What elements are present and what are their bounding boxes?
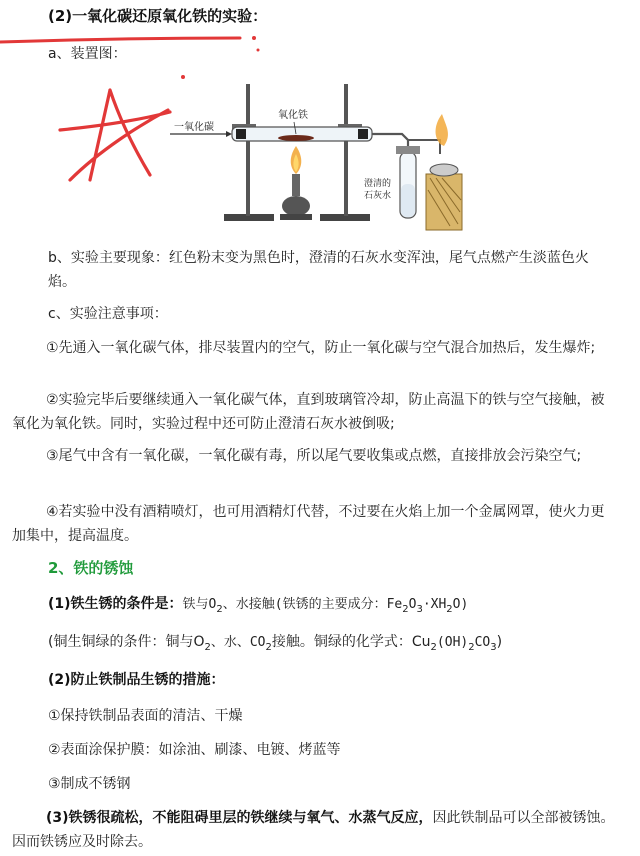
co-label: 一氧化碳 [174, 122, 214, 133]
prevent-item-1: ①保持铁制品表面的清洁、干燥 [48, 708, 243, 724]
c-item-3: ③尾气中含有一氧化碳，一氧化碳有毒，所以尾气要收集或点燃，直接排放会污染空气; [46, 448, 582, 464]
rust-condition: (1)铁生锈的条件是：铁与$O_2$、水接触(铁锈的主要成分：$Fe_2O_3\cdot XH_2O$) [48, 596, 469, 615]
final-paragraph: (3)铁锈很疏松，不能阻碍里层的铁继续与氧气、水蒸气反应，因此铁制品可以全部被锈蚀。因而铁锈应及时除去。 [12, 810, 615, 850]
section-heading: (2)一氧化碳还原氧化铁的实验： [48, 7, 268, 25]
limewater-label-1: 澄清的 [364, 179, 392, 189]
c-item-1: ①先通入一氧化碳气体，排尽装置内的空气，防止一氧化碳与空气混合加热后，发生爆炸; [46, 340, 596, 356]
limewater-label-2: 石灰水 [364, 191, 392, 201]
prevent-item-2: ②表面涂保护膜：如涂油、刷漆、电镀、烤蓝等 [48, 742, 341, 758]
prevent-heading: (2)防止铁制品生锈的措施： [48, 672, 225, 688]
c-item-4: ④若实验中没有酒精喷灯，也可用酒精灯代替，不过要在火焰上加一个金属网罩，使火力更加集中，提高温度。 [12, 504, 605, 544]
c-item-2: ②实验完毕后要继续通入一氧化碳气体，直到玻璃管冷却，防止高温下的铁与空气接触，被氧化为氧化铁。同时，实验过程中还可防止澄清石灰水被倒吸; [12, 392, 605, 432]
prevent-item-3: ③制成不锈钢 [48, 776, 131, 792]
b-text: b、实验主要现象：红色粉末变为黑色时，澄清的石灰水变浑浊，尾气点燃产生淡蓝色火焰。 [48, 250, 589, 290]
rust-heading: 2、铁的锈蚀 [48, 559, 134, 577]
c-label: c、实验注意事项： [48, 306, 168, 322]
apparatus-diagram [170, 74, 480, 234]
a-label: a、装置图： [48, 46, 127, 62]
fe2o3-label: 氧化铁 [278, 110, 308, 121]
copper-line: (铜生铜绿的条件：铜与$O_2$、水、$CO_2$接触。铜绿的化学式：$Cu_2(OH)_2CO_3$) [48, 634, 503, 653]
